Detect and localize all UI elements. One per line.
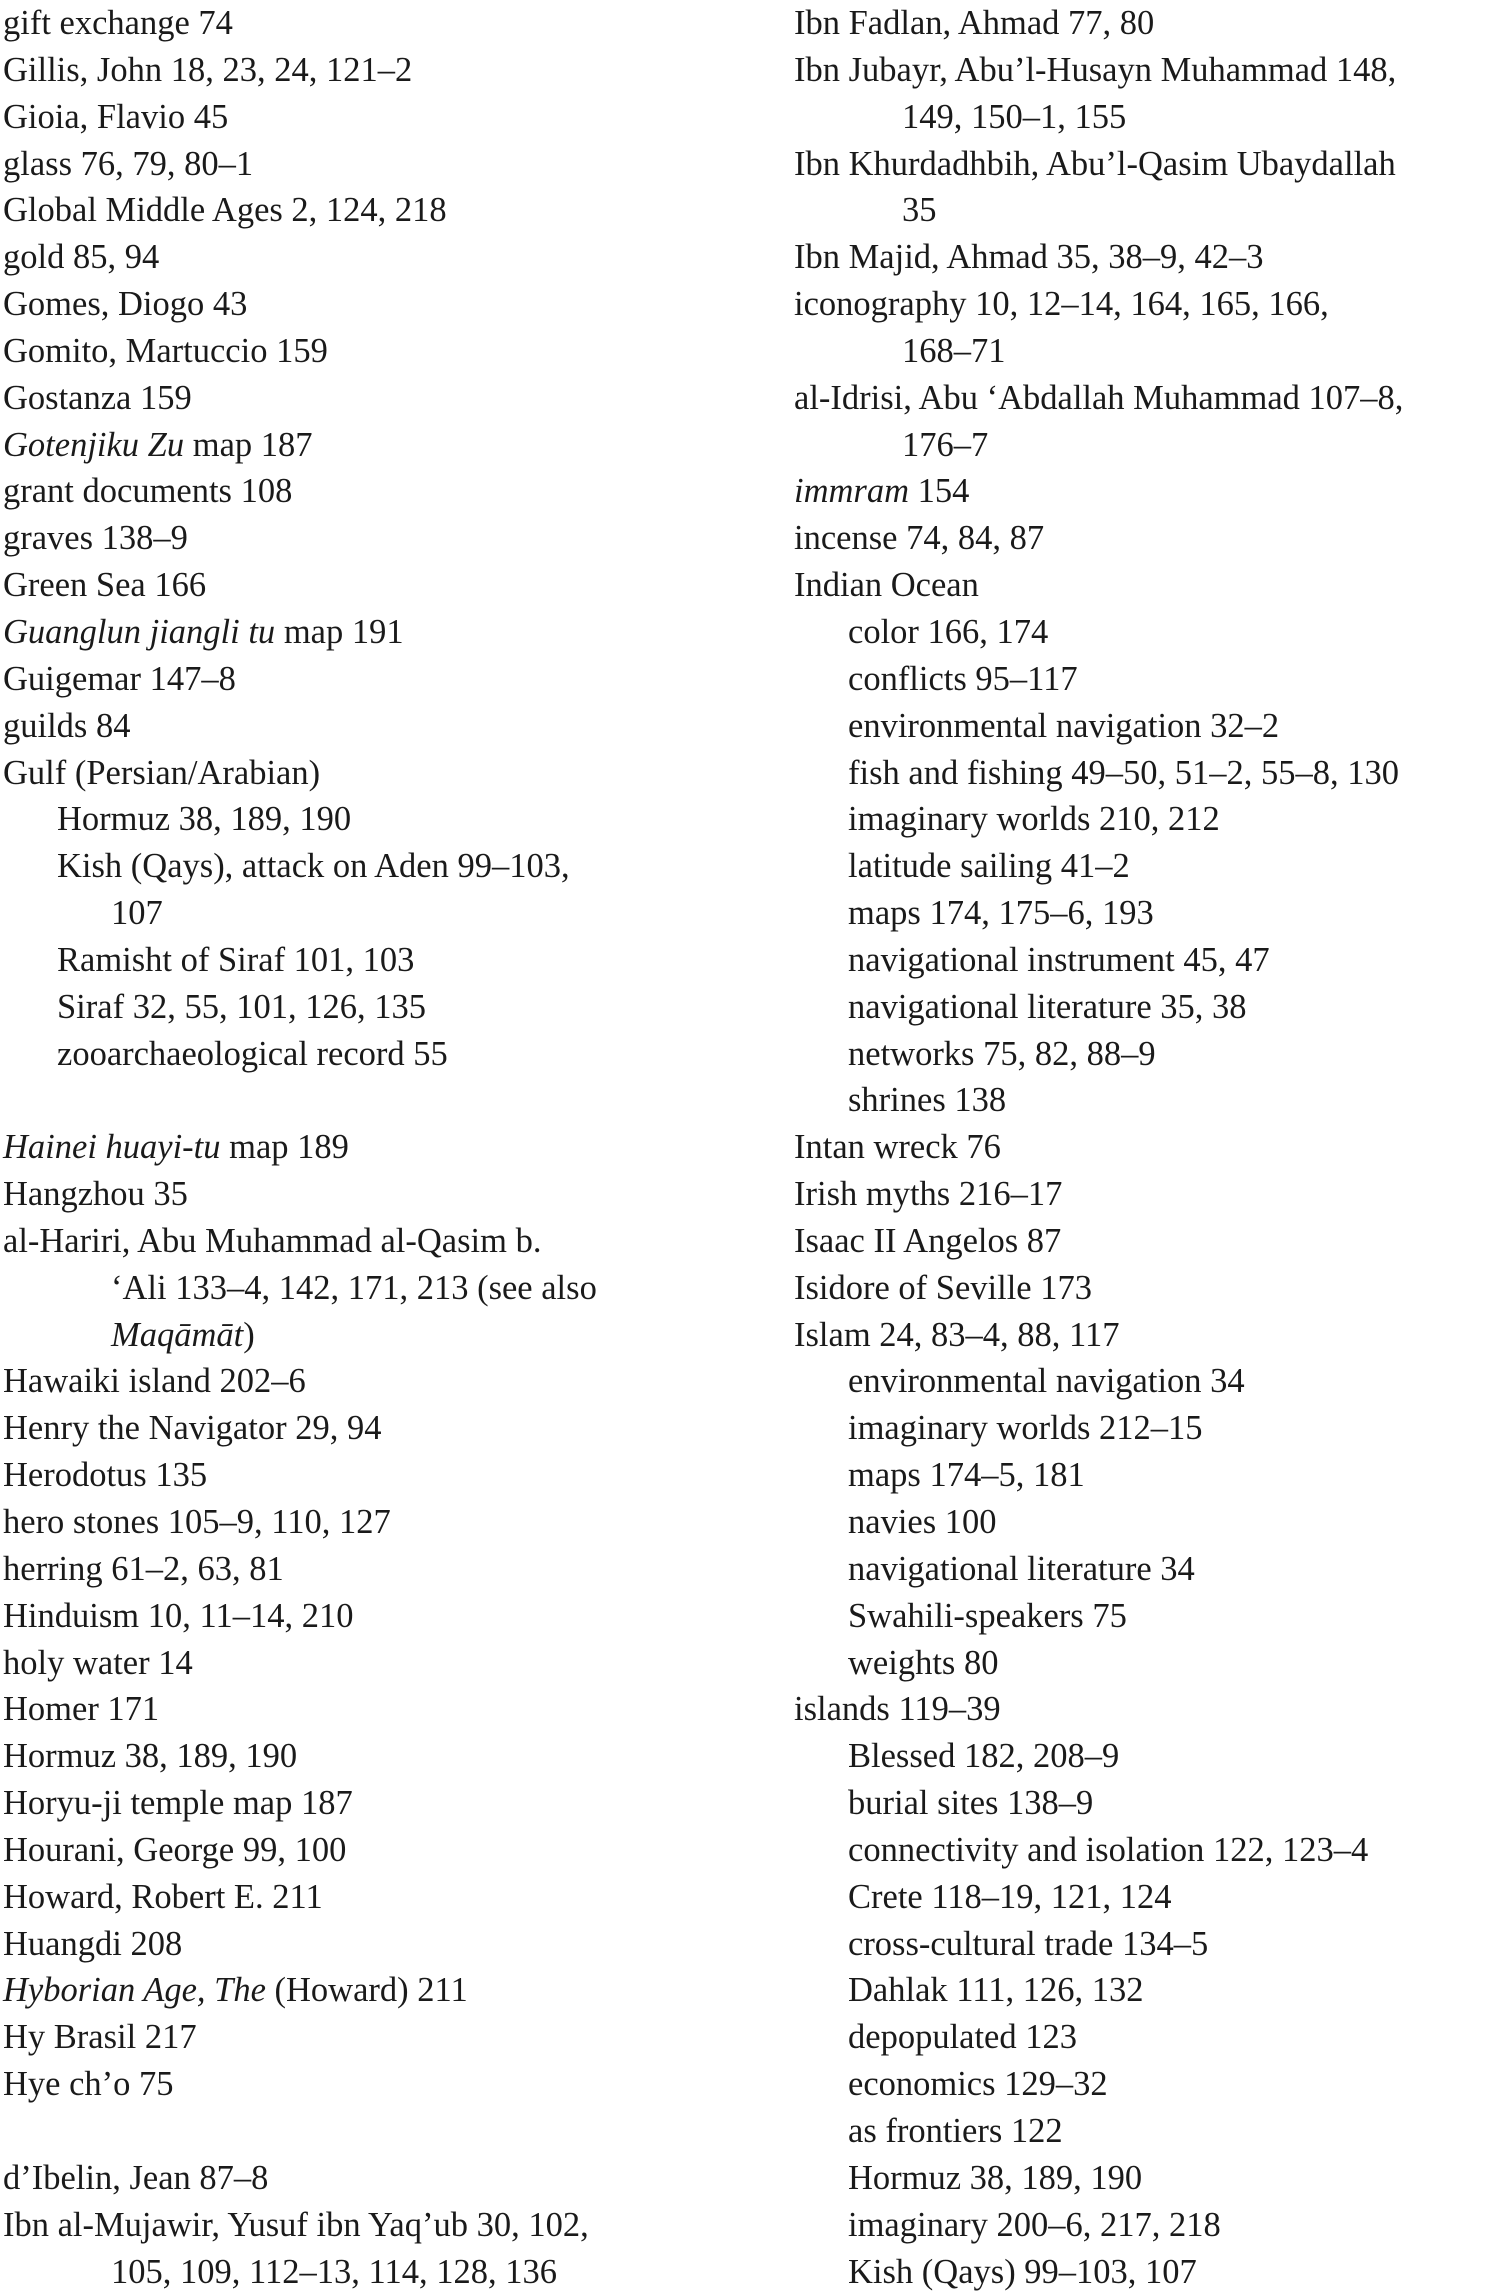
index-subentry xyxy=(794,1640,1499,1687)
index-entry xyxy=(794,1312,1499,1359)
index-entry-text: conflicts 95–117 xyxy=(848,660,1078,698)
index-subentry xyxy=(794,2108,1499,2155)
index-entry-text: imaginary worlds 210, 212 xyxy=(848,800,1220,838)
index-entry-title: Hyborian Age, The xyxy=(3,1971,266,2009)
index-entry-text: gift exchange 74 xyxy=(3,4,233,42)
index-entry-text: imaginary worlds 212–15 xyxy=(848,1409,1203,1447)
index-entry xyxy=(3,1452,723,1499)
index-subentry xyxy=(3,1312,723,1359)
index-entry-text: fish and fishing 49–50, 51–2, 55–8, 130 xyxy=(848,754,1399,792)
index-entry-text: zooarchaeological record 55 xyxy=(57,1035,448,1073)
index-entry-text: burial sites 138–9 xyxy=(848,1784,1093,1822)
index-entry xyxy=(794,234,1499,281)
index-entry-text: Hourani, George 99, 100 xyxy=(3,1831,346,1869)
index-entry-text: navigational instrument 45, 47 xyxy=(848,941,1270,979)
index-subentry xyxy=(794,2202,1499,2249)
index-entry-text: maps 174, 175–6, 193 xyxy=(848,894,1154,932)
index-entry xyxy=(3,609,723,656)
index-entry xyxy=(3,1171,723,1218)
index-entry-text: hero stones 105–9, 110, 127 xyxy=(3,1503,391,1541)
index-subentry xyxy=(794,1827,1499,1874)
index-entry-text: imaginary 200–6, 217, 218 xyxy=(848,2206,1221,2244)
index-entry xyxy=(3,1218,723,1265)
index-entry xyxy=(794,141,1499,188)
index-entry xyxy=(794,1265,1499,1312)
index-entry-text: 105, 109, 112–13, 114, 128, 136 xyxy=(111,2253,557,2291)
index-entry xyxy=(794,468,1499,515)
index-entry-text: map 191 xyxy=(275,613,403,651)
index-entry-title: Maqāmāt xyxy=(111,1316,243,1354)
index-entry-text: navies 100 xyxy=(848,1503,997,1541)
index-entry xyxy=(3,141,723,188)
index-entry-text: Hormuz 38, 189, 190 xyxy=(57,800,351,838)
index-subentry xyxy=(794,1031,1499,1078)
index-subentry xyxy=(3,890,723,937)
index-entry-text: Gomes, Diogo 43 xyxy=(3,285,247,323)
index-entry-text: 154 xyxy=(909,472,969,510)
index-entry-text: herring 61–2, 63, 81 xyxy=(3,1550,284,1588)
index-column-right xyxy=(794,0,1499,2295)
index-subentry xyxy=(794,750,1499,797)
index-entry-text: shrines 138 xyxy=(848,1081,1006,1119)
index-subentry xyxy=(794,1921,1499,1968)
index-entry-text: Dahlak 111, 126, 132 xyxy=(848,1971,1143,2009)
index-subentry xyxy=(794,94,1499,141)
index-entry xyxy=(794,375,1499,422)
index-entry-text: map 187 xyxy=(184,426,312,464)
index-entry-text: Ibn Khurdadhbih, Abu’l-Qasim Ubaydallah xyxy=(794,145,1396,183)
index-entry-text: Hormuz 38, 189, 190 xyxy=(848,2159,1142,2197)
index-entry xyxy=(3,281,723,328)
index-subentry xyxy=(794,1733,1499,1780)
index-subentry xyxy=(794,2061,1499,2108)
index-entry-text: Ibn Fadlan, Ahmad 77, 80 xyxy=(794,4,1154,42)
index-entry-text: Herodotus 135 xyxy=(3,1456,207,1494)
index-subentry xyxy=(794,422,1499,469)
index-entry-text: 35 xyxy=(902,191,937,229)
index-entry xyxy=(3,750,723,797)
index-entry xyxy=(3,1827,723,1874)
index-entry-text: Siraf 32, 55, 101, 126, 135 xyxy=(57,988,426,1026)
index-entry-text: Howard, Robert E. 211 xyxy=(3,1878,323,1916)
index-entry xyxy=(3,375,723,422)
index-entry xyxy=(3,1593,723,1640)
index-subentry xyxy=(3,2249,723,2295)
index-entry xyxy=(3,1640,723,1687)
index-subentry xyxy=(794,1358,1499,1405)
index-entry-text: Blessed 182, 208–9 xyxy=(848,1737,1119,1775)
index-subentry xyxy=(3,796,723,843)
index-entry-text: Kish (Qays), attack on Aden 99–103, xyxy=(57,847,570,885)
index-entry xyxy=(3,1686,723,1733)
index-subentry xyxy=(794,843,1499,890)
index-entry-text: incense 74, 84, 87 xyxy=(794,519,1044,557)
index-entry xyxy=(3,2061,723,2108)
index-entry-text: Irish myths 216–17 xyxy=(794,1175,1062,1213)
index-entry xyxy=(3,1499,723,1546)
index-entry-title: immram xyxy=(794,472,909,510)
index-entry xyxy=(3,234,723,281)
index-entry-text: weights 80 xyxy=(848,1644,998,1682)
index-entry xyxy=(3,1967,723,2014)
index-entry-text: 168–71 xyxy=(902,332,1006,370)
index-entry-text: latitude sailing 41–2 xyxy=(848,847,1130,885)
index-entry xyxy=(794,515,1499,562)
index-entry-text: as frontiers 122 xyxy=(848,2112,1063,2150)
index-entry-text: Huangdi 208 xyxy=(3,1925,182,1963)
index-entry-text: Hawaiki island 202–6 xyxy=(3,1362,306,1400)
index-subentry xyxy=(794,984,1499,1031)
index-entry-text: ‘Ali 133–4, 142, 171, 213 (see also xyxy=(111,1269,597,1307)
index-subentry xyxy=(794,609,1499,656)
index-entry-text: Hy Brasil 217 xyxy=(3,2018,197,2056)
index-subentry xyxy=(794,2155,1499,2202)
index-entry-text: Gomito, Martuccio 159 xyxy=(3,332,328,370)
index-entry-text: Ibn Jubayr, Abu’l-Husayn Muhammad 148, xyxy=(794,51,1396,89)
index-subentry xyxy=(3,1031,723,1078)
index-entry xyxy=(3,1780,723,1827)
index-entry xyxy=(3,1358,723,1405)
index-subentry xyxy=(3,1265,723,1312)
index-subentry xyxy=(794,1077,1499,1124)
index-entry xyxy=(3,1546,723,1593)
index-entry-text: Isaac II Angelos 87 xyxy=(794,1222,1061,1260)
index-group-gap xyxy=(3,2108,723,2155)
index-entry xyxy=(794,281,1499,328)
index-entry xyxy=(794,0,1499,47)
index-entry xyxy=(3,1733,723,1780)
index-entry-text: Gulf (Persian/Arabian) xyxy=(3,754,320,792)
index-entry-text: holy water 14 xyxy=(3,1644,193,1682)
index-entry xyxy=(3,703,723,750)
index-subentry xyxy=(794,890,1499,937)
index-column-left xyxy=(3,0,723,2295)
index-entry xyxy=(794,1218,1499,1265)
index-entry-text: Crete 118–19, 121, 124 xyxy=(848,1878,1172,1916)
index-subentry xyxy=(794,1874,1499,1921)
index-entry-text: (Howard) 211 xyxy=(266,1971,468,2009)
index-entry-text: Green Sea 166 xyxy=(3,566,206,604)
index-subentry xyxy=(794,796,1499,843)
index-entry-text: Hye ch’o 75 xyxy=(3,2065,174,2103)
index-entry-text: environmental navigation 32–2 xyxy=(848,707,1279,745)
index-entry xyxy=(3,94,723,141)
index-subentry xyxy=(3,843,723,890)
index-subentry xyxy=(794,1452,1499,1499)
index-entry xyxy=(3,187,723,234)
index-entry-text: Gostanza 159 xyxy=(3,379,192,417)
index-entry-text: Hinduism 10, 11–14, 210 xyxy=(3,1597,353,1635)
index-subentry xyxy=(3,937,723,984)
index-subentry xyxy=(794,1967,1499,2014)
index-entry xyxy=(794,1686,1499,1733)
index-entry-text: Gioia, Flavio 45 xyxy=(3,98,228,136)
index-entry-text: Ramisht of Siraf 101, 103 xyxy=(57,941,414,979)
index-entry-text: 149, 150–1, 155 xyxy=(902,98,1126,136)
index-entry xyxy=(3,1874,723,1921)
index-entry-text: graves 138–9 xyxy=(3,519,188,557)
index-entry-text: Horyu-ji temple map 187 xyxy=(3,1784,353,1822)
index-entry xyxy=(3,562,723,609)
index-entry-text: economics 129–32 xyxy=(848,2065,1108,2103)
index-entry-text: Henry the Navigator 29, 94 xyxy=(3,1409,381,1447)
index-entry-text: depopulated 123 xyxy=(848,2018,1077,2056)
index-entry-text: Ibn al-Mujawir, Yusuf ibn Yaq’ub 30, 102, xyxy=(3,2206,589,2244)
index-subentry xyxy=(3,984,723,1031)
index-subentry xyxy=(794,1405,1499,1452)
index-entry-text: Homer 171 xyxy=(3,1690,159,1728)
index-entry-text: color 166, 174 xyxy=(848,613,1048,651)
index-entry-text: networks 75, 82, 88–9 xyxy=(848,1035,1156,1073)
index-entry-text: environmental navigation 34 xyxy=(848,1362,1245,1400)
index-subentry xyxy=(794,2249,1499,2295)
index-entry-text: Ibn Majid, Ahmad 35, 38–9, 42–3 xyxy=(794,238,1264,276)
index-entry-text: map 189 xyxy=(221,1128,349,1166)
index-entry-text: guilds 84 xyxy=(3,707,130,745)
index-entry-text: glass 76, 79, 80–1 xyxy=(3,145,253,183)
index-entry-text: Hormuz 38, 189, 190 xyxy=(3,1737,297,1775)
index-entry-text: maps 174–5, 181 xyxy=(848,1456,1085,1494)
index-entry-text: Global Middle Ages 2, 124, 218 xyxy=(3,191,447,229)
index-subentry xyxy=(794,703,1499,750)
index-entry-text: gold 85, 94 xyxy=(3,238,159,276)
index-entry xyxy=(3,1124,723,1171)
index-subentry xyxy=(794,937,1499,984)
index-entry xyxy=(3,47,723,94)
index-subentry xyxy=(794,187,1499,234)
index-entry xyxy=(3,1921,723,1968)
index-entry xyxy=(794,1124,1499,1171)
index-entry-text: 107 xyxy=(111,894,163,932)
index-entry xyxy=(3,656,723,703)
index-entry-text: Gillis, John 18, 23, 24, 121–2 xyxy=(3,51,412,89)
index-entry xyxy=(3,0,723,47)
index-entry-text: Islam 24, 83–4, 88, 117 xyxy=(794,1316,1120,1354)
index-entry-text: d’Ibelin, Jean 87–8 xyxy=(3,2159,268,2197)
index-subentry xyxy=(794,328,1499,375)
index-entry-text: Intan wreck 76 xyxy=(794,1128,1001,1166)
index-entry-text: Isidore of Seville 173 xyxy=(794,1269,1092,1307)
index-entry xyxy=(794,47,1499,94)
index-entry-text: Indian Ocean xyxy=(794,566,979,604)
index-entry xyxy=(3,1405,723,1452)
index-entry-text: grant documents 108 xyxy=(3,472,292,510)
index-entry xyxy=(794,1171,1499,1218)
index-entry-text: navigational literature 35, 38 xyxy=(848,988,1247,1026)
index-entry-text: al-Idrisi, Abu ‘Abdallah Muhammad 107–8, xyxy=(794,379,1403,417)
index-entry-title: Guanglun jiangli tu xyxy=(3,613,275,651)
index-entry xyxy=(3,2014,723,2061)
index-entry-text: al-Hariri, Abu Muhammad al-Qasim b. xyxy=(3,1222,541,1260)
index-subentry xyxy=(794,1546,1499,1593)
index-entry-text: Swahili-speakers 75 xyxy=(848,1597,1127,1635)
index-entry xyxy=(3,2155,723,2202)
index-group-gap xyxy=(3,1077,723,1124)
index-subentry xyxy=(794,1593,1499,1640)
index-entry-text: ) xyxy=(243,1316,255,1354)
index-entry xyxy=(3,328,723,375)
index-entry-text: Guigemar 147–8 xyxy=(3,660,236,698)
index-entry-text: connectivity and isolation 122, 123–4 xyxy=(848,1831,1368,1869)
index-entry-text: navigational literature 34 xyxy=(848,1550,1195,1588)
index-entry xyxy=(3,2202,723,2249)
index-entry-text: cross-cultural trade 134–5 xyxy=(848,1925,1208,1963)
index-entry xyxy=(794,562,1499,609)
index-subentry xyxy=(794,656,1499,703)
index-subentry xyxy=(794,1499,1499,1546)
index-subentry xyxy=(794,2014,1499,2061)
index-entry-title: Gotenjiku Zu xyxy=(3,426,184,464)
index-entry-text: islands 119–39 xyxy=(794,1690,1001,1728)
index-entry-title: Hainei huayi-tu xyxy=(3,1128,221,1166)
index-entry-text: Hangzhou 35 xyxy=(3,1175,188,1213)
index-entry xyxy=(3,468,723,515)
index-entry-text: iconography 10, 12–14, 164, 165, 166, xyxy=(794,285,1329,323)
index-entry-text: 176–7 xyxy=(902,426,988,464)
index-subentry xyxy=(794,1780,1499,1827)
index-entry xyxy=(3,422,723,469)
index-entry xyxy=(3,515,723,562)
index-entry-text: Kish (Qays) 99–103, 107 xyxy=(848,2253,1197,2291)
